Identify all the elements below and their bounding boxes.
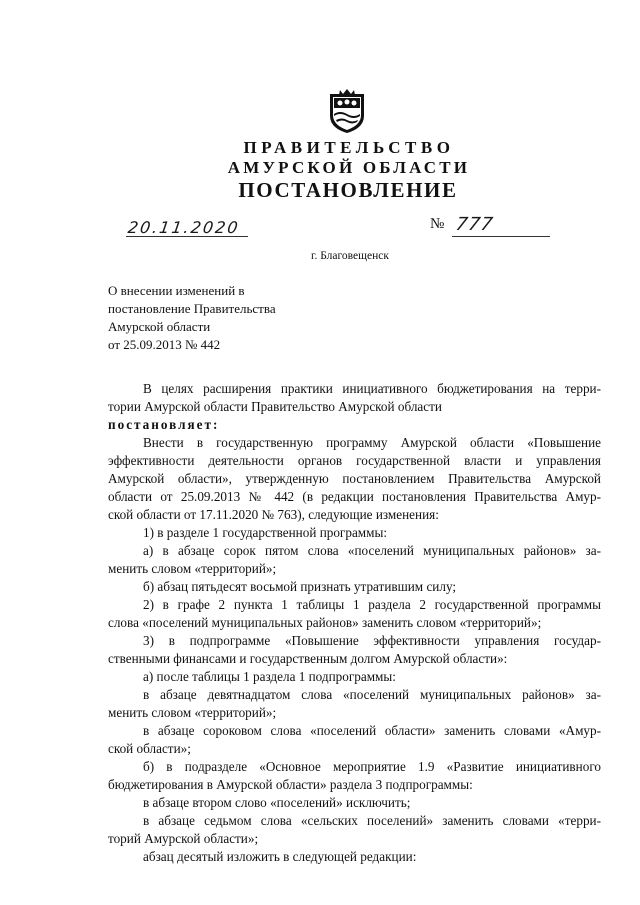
body-line: 3) в подпрограмме «Повышение эффективности управления государ-: [143, 633, 601, 648]
body-line: 1) в разделе 1 государственной программы:: [143, 525, 388, 540]
government-title: ПРАВИТЕЛЬСТВО: [243, 138, 455, 157]
resolution-keyword: постановляет:: [108, 417, 220, 432]
body-line: менить словом «территорий»;: [108, 561, 277, 576]
subject-line: Амурской области: [108, 319, 211, 334]
subject-line: от 25.09.2013 № 442: [108, 337, 221, 352]
number-sign: №: [430, 216, 445, 232]
body-line: ственными финансами и государственным долгом Амурской области»:: [108, 651, 508, 666]
body-line: слова «поселений муниципальных районов» заменить словом «территорий»;: [108, 615, 542, 630]
body-line: а) после таблицы 1 раздела 1 подпрограммы:: [143, 669, 396, 684]
handwritten-date: 20.11.2020: [126, 218, 241, 237]
document-subject: [108, 282, 276, 354]
body-line: в абзаце сороковом слова «поселений области» заменить словами «Амур-: [143, 723, 601, 738]
body-line: эффективности деятельности органов государственной власти и управления: [108, 453, 601, 468]
body-line: бюджетирования в Амурской области» раздела 3 подпрограммы:: [108, 777, 473, 792]
body-line: Амурской области», утвержденную постановлением Правительства Амурской: [108, 471, 601, 486]
number-underline: [452, 236, 550, 237]
body-line: в абзаце девятнадцатом слова «поселений муниципальных районов» за-: [143, 687, 601, 702]
body-line: абзац десятый изложить в следующей редакции:: [143, 849, 417, 864]
body-line: б) абзац пятьдесят восьмой признать утратившим силу;: [143, 579, 457, 594]
subject-line: О внесении изменений в: [108, 283, 245, 298]
body-line: а) в абзаце сорок пятом слова «поселений муниципальных районов» за-: [143, 543, 601, 558]
body-line: в абзаце седьмом слова «сельских поселений» заменить словами «терри-: [143, 813, 601, 828]
body-line: ской области»;: [108, 741, 191, 756]
city-label: г. Благовещенск: [311, 250, 389, 262]
document-body: [108, 380, 601, 866]
date-underline: [126, 236, 248, 237]
subject-line: постановление Правительства: [108, 301, 276, 316]
coat-of-arms-icon: [328, 88, 366, 134]
body-line: менить словом «территорий»;: [108, 705, 277, 720]
body-line: ской области от 17.11.2020 № 763), следующие изменения:: [108, 507, 439, 522]
body-line: б) в подразделе «Основное мероприятие 1.9 «Развитие инициативного: [143, 759, 601, 774]
body-line: области от 25.09.2013 № 442 (в редакции постановления Правительства Амур-: [108, 489, 601, 504]
region-title: АМУРСКОЙ ОБЛАСТИ: [227, 158, 471, 177]
body-line: 2) в графе 2 пункта 1 таблицы 1 раздела 2 государственной программы: [143, 597, 601, 612]
body-line: В целях расширения практики инициативного бюджетирования на терри-: [143, 381, 601, 396]
body-line: тории Амурской области Правительство Амурской области: [108, 399, 442, 414]
handwritten-number: 777: [454, 214, 496, 235]
body-line: в абзаце втором слово «поселений» исключить;: [143, 795, 411, 810]
body-line: торий Амурской области»;: [108, 831, 259, 846]
document-type: ПОСТАНОВЛЕНИЕ: [238, 178, 458, 202]
body-line: Внести в государственную программу Амурской области «Повышение: [143, 435, 601, 450]
